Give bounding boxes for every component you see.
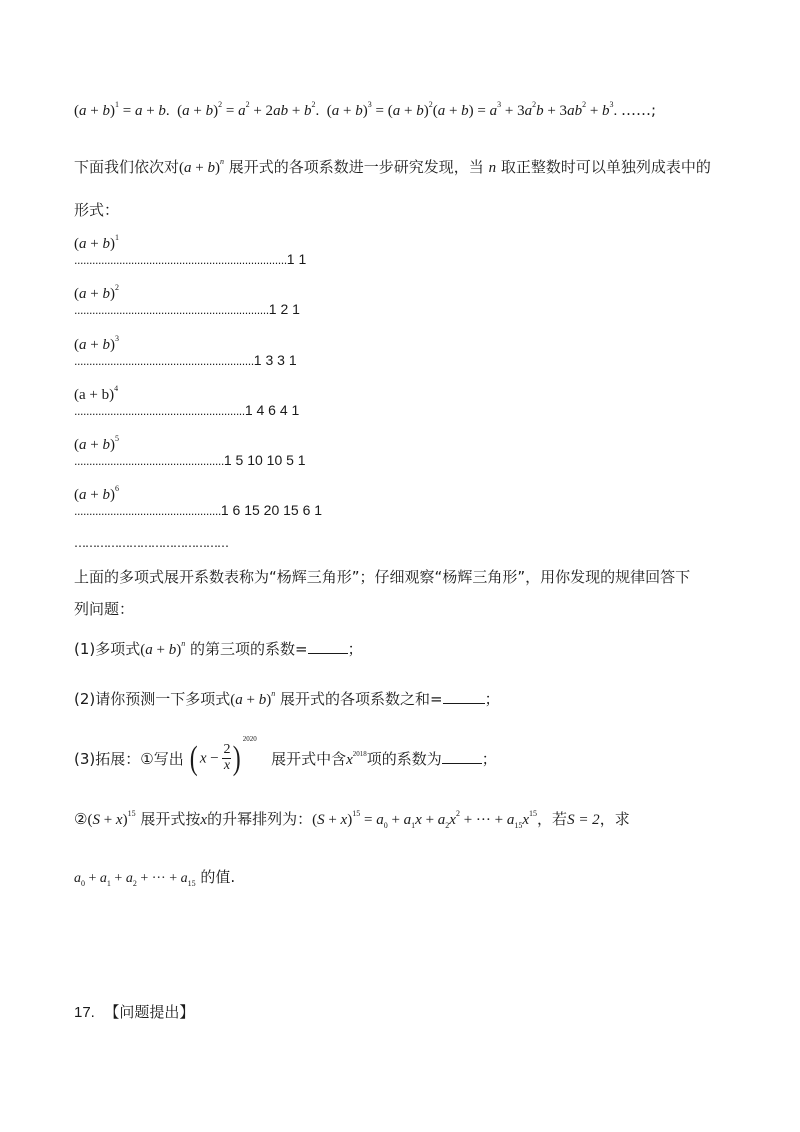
leader-dots: ................................................................. — [74, 304, 269, 317]
leader-dots: ......................................................... — [74, 405, 245, 418]
row-coefficients: 1 3 3 1 — [253, 352, 297, 368]
paragraph-2-cont: 列问题： — [74, 600, 135, 618]
binomial-fraction: ( x − $\frac{2}{x}$ )$^{2020}$ — [190, 735, 257, 777]
polynomial-expansion: $(S + x)^{15} = a_0 + a_1x + a_2x^2$ + ··· + $a_{15}x^{15}$ — [312, 809, 538, 830]
expansion-2: $(a + b)^2 = a^2 + 2ab + b^2$ — [177, 100, 316, 119]
question-3: (3)拓展：①写出 ( x − $\frac{2}{x}$ )$^{2020}$ 展开式中含$x^{2018}$项的系数为 ； — [74, 738, 497, 782]
question-2: (2)请你预测一下多项式$(a + b)^n$ 展开式的各项系数之和= ； — [74, 689, 500, 708]
leader-dots: ....................................................................... — [74, 254, 287, 267]
variable-n: n — [488, 160, 497, 176]
paragraph-1: 下面我们依次对$(a + b)^n$ 展开式的各项系数进一步研究发现，当 n 取正整数时可以单独列成表中的 — [74, 157, 711, 176]
expansion-1: $(a + b)^1 = a + b$ — [74, 100, 166, 119]
question-title: 【问题提出】 — [104, 1003, 195, 1021]
separator: . — [165, 103, 170, 119]
triangle-row: $(a + b)^5$ ..................................................1 5 10 10 5 1 — [74, 434, 306, 468]
question-1: (1)多项式$(a + b)^n$ 的第三项的系数= ； — [74, 639, 363, 658]
binomial-n: $(a + b)^n$ — [179, 157, 224, 176]
paragraph-1-cont: 形式： — [74, 201, 120, 219]
triangle-row: $(a + b)^2$ .................................................................1 2 1 — [74, 283, 300, 317]
coefficient-sum: $a_0 + a_1 + a_2$ + ··· + $a_{15}$ — [74, 871, 196, 888]
triangle-row: $(a + b)^3$ ............................................................1 3 3 1 — [74, 334, 297, 368]
paragraph-2: 上面的多项式展开系数表称为“杨辉三角形”；仔细观察“杨辉三角形”，用你发现的规律回答下 — [74, 568, 691, 586]
question-3-part-2: ②(S + x)$^{15}$ 展开式按x的升幂排列为：$(S + x)^{15} = a_0 + a_1x + a_2x^2$ + ··· + $a_{15}x^{15}$，若S = 2，求 — [74, 809, 630, 830]
binomial-n: $(a + b)^n$ — [230, 689, 276, 708]
condition: S = 2 — [567, 812, 600, 828]
leader-dots: ................................................. — [74, 505, 221, 518]
row-coefficients: 1 1 — [286, 251, 307, 267]
question-number: 17. — [74, 1004, 95, 1021]
answer-blank[interactable] — [308, 640, 348, 654]
triangle-continuation: …………………………………… — [74, 536, 228, 550]
separator: . — [613, 103, 618, 119]
answer-blank[interactable] — [442, 750, 482, 764]
leader-dots: ............................................................ — [74, 355, 254, 368]
row-coefficients: 1 4 6 4 1 — [244, 402, 300, 418]
row-coefficients: 1 6 15 20 15 6 1 — [220, 502, 323, 518]
power-term: $x^{2018}$ — [346, 750, 367, 768]
expansion-3: $(a + b)^3 = (a + b)^2(a + b) = a^3 + 3a^2b + 3ab^2 + b^3$ — [326, 100, 614, 119]
ellipsis: ……; — [621, 101, 657, 119]
triangle-row: $(a + b)^6$ .................................................1 6 15 20 15 6 1 — [74, 484, 323, 518]
row-coefficients: 1 2 1 — [268, 301, 300, 317]
intro-expansions — [74, 100, 657, 119]
question-3-part-2-cont: $a_0 + a_1 + a_2$ + ··· + $a_{15}$ 的值. — [74, 868, 236, 888]
separator: . — [315, 103, 320, 119]
row-coefficients: 1 5 10 10 5 1 — [223, 452, 306, 468]
triangle-row: $(a + b)^4$ .........................................................1 4 6 4 1 — [74, 384, 300, 418]
triangle-row: $(a + b)^1$ .......................................................................1 1 — [74, 233, 307, 267]
answer-blank[interactable] — [443, 690, 485, 704]
binomial-n: $(a + b)^n$ — [140, 639, 186, 658]
question-17-header — [74, 1005, 194, 1020]
binomial-s: $(S + x)^{15}$ — [87, 809, 136, 828]
leader-dots: .................................................. — [74, 455, 224, 468]
